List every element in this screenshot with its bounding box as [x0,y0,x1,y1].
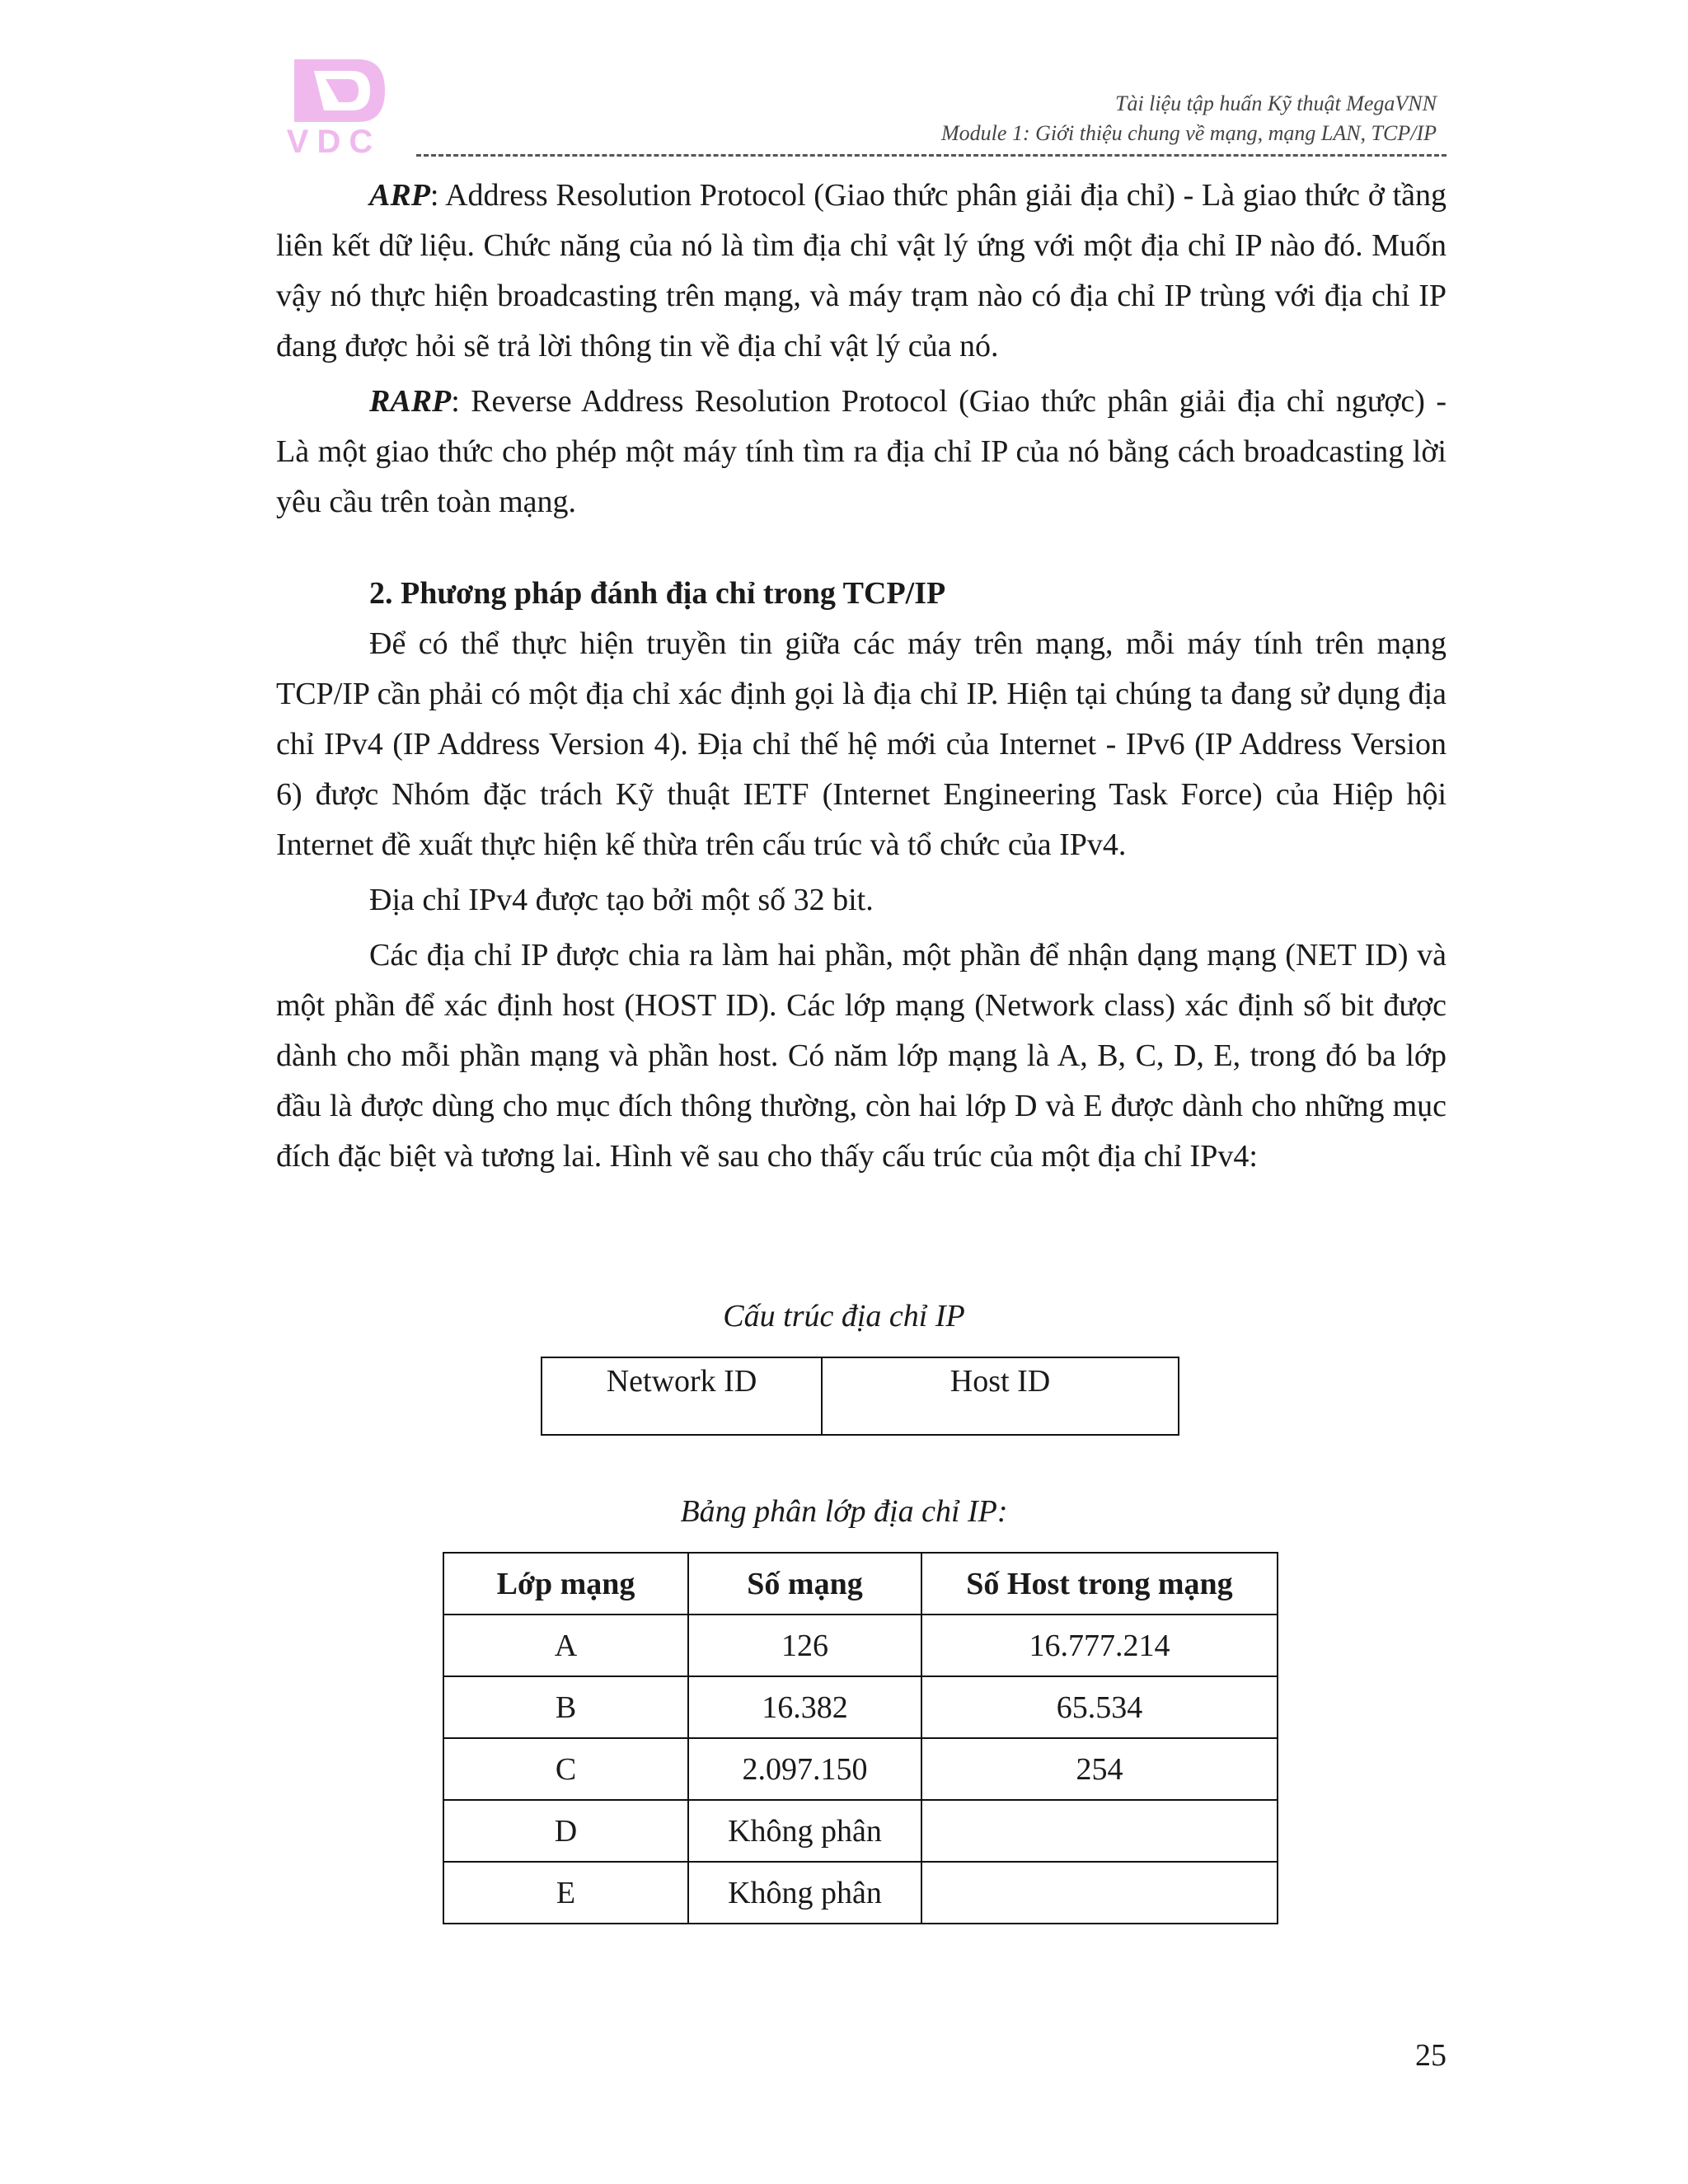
arp-term: ARP [369,178,430,213]
table-row [443,1676,1278,1738]
table-cell: Không phân [688,1800,921,1862]
table-cell: C [443,1738,688,1800]
table-cell: Không phân [688,1862,921,1924]
table-row [443,1862,1278,1924]
rarp-term: RARP [369,384,452,419]
paragraph-1: Để có thể thực hiện truyền tin giữa các máy trên mạng, mỗi máy tính trên mạng TCP/IP cần phải có một địa chỉ xác định gọi là địa chỉ IP. Hiện tại chúng ta đang sử dụng địa chỉ IPv4 (IP Address Version 4). Địa chỉ thế hệ mới của Internet - IPv6 (IP Address Version 6) được Nhóm đặc trách Kỹ thuật IETF (Internet Engineering Task Force) của Hiệp hội Internet đề xuất thực hiện kế thừa trên cấu trúc và tổ chức của IPv4. [276,626,1447,862]
network-id-cell: Network ID [542,1357,822,1435]
table-cell: D [443,1800,688,1862]
vdc-logo-icon [276,56,392,125]
class-table-caption: Bảng phân lớp địa chỉ IP: [680,1494,1008,1529]
table-cell: 126 [688,1615,921,1676]
paragraph-2: Địa chỉ IPv4 được tạo bởi một số 32 bit. [369,883,874,917]
table-header-cell: Số mạng [688,1553,921,1615]
page-header [941,89,1437,148]
logo-text: VDC [286,124,382,160]
vdc-logo [276,56,392,160]
arp-text: : Address Resolution Protocol (Giao thức phân giải địa chỉ) - Là giao thức ở tầng liên kết dữ liệu. Chức năng của nó là tìm địa chỉ vật lý ứng với một địa chỉ IP nào đó. Muốn vậy nó thực hiện broadcasting trên mạng, và máy trạm nào có địa chỉ IP trùng với địa chỉ IP đang được hỏi sẽ trả lời thông tin về địa chỉ vật lý của nó. [276,178,1447,363]
table-cell: 16.382 [688,1676,921,1738]
table-row [443,1615,1278,1676]
ip-class-table [443,1552,1278,1924]
table-cell: B [443,1676,688,1738]
arp-paragraph [276,171,1447,372]
header-line-1: Tài liệu tập huấn Kỹ thuật MegaVNN [1115,91,1437,115]
rarp-text: : Reverse Address Resolution Protocol (Giao thức phân giải địa chỉ ngược) - Là một giao thức cho phép một máy tính tìm ra địa chỉ IP của nó bằng cách broadcasting lời yêu cầu trên toàn mạng. [276,384,1447,519]
host-id-cell: Host ID [822,1357,1179,1435]
table-cell [921,1800,1278,1862]
table-row [443,1738,1278,1800]
paragraph-3: Các địa chỉ IP được chia ra làm hai phần, một phần để nhận dạng mạng (NET ID) và một phần để xác định host (HOST ID). Các lớp mạng (Network class) xác định số bit được dành cho mỗi phần mạng và phần host. Có năm lớp mạng là A, B, C, D, E, trong đó ba lớp đầu là được dùng cho mục đích thông thường, còn hai lớp D và E được dành cho những mục đích đặc biệt và tương lai. Hình vẽ sau cho thấy cấu trúc của một địa chỉ IPv4: [276,938,1447,1174]
body-text [276,171,1447,1182]
table-cell: 65.534 [921,1676,1278,1738]
table-cell: A [443,1615,688,1676]
table-header-row [443,1553,1278,1615]
table-cell: E [443,1862,688,1924]
ip-structure-caption: Cấu trúc địa chỉ IP [723,1299,965,1333]
section-heading: 2. Phương pháp đánh địa chỉ trong TCP/IP [369,576,946,611]
header-line-2: Module 1: Giới thiệu chung về mạng, mạng LAN, TCP/IP [941,121,1437,145]
table-row [443,1800,1278,1862]
ip-structure-table [541,1357,1179,1436]
header-rule [416,154,1447,157]
table-cell [921,1862,1278,1924]
table-cell: 254 [921,1738,1278,1800]
table-header-cell: Lớp mạng [443,1553,688,1615]
table-header-cell: Số Host trong mạng [921,1553,1278,1615]
rarp-paragraph [276,377,1447,527]
page-number: 25 [1415,2038,1447,2073]
table-cell: 2.097.150 [688,1738,921,1800]
table-cell: 16.777.214 [921,1615,1278,1676]
